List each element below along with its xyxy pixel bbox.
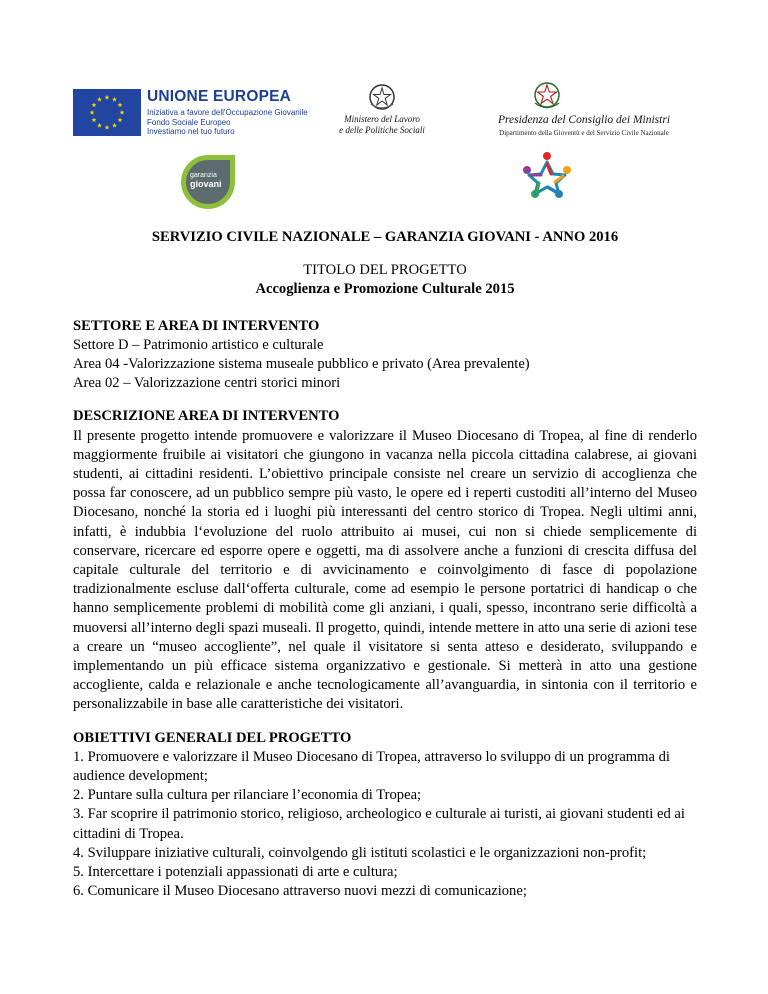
eu-star-icon xyxy=(118,102,123,107)
presidency-title: Presidenza del Consiglio dei Ministri xyxy=(497,114,671,126)
eu-star-icon xyxy=(90,110,95,115)
ministry-name xyxy=(332,114,432,136)
republic-emblem-icon xyxy=(367,82,397,112)
objective-item: 6. Comunicare il Museo Diocesano attraverso nuovi mezzi di comunicazione; xyxy=(73,883,527,900)
star-people-icon xyxy=(519,150,575,202)
ministry-logo xyxy=(332,82,432,142)
document-title: SERVIZIO CIVILE NAZIONALE – GARANZIA GIOVANI - ANNO 2016 xyxy=(151,229,619,245)
ministry-line: e delle Politiche Sociali xyxy=(339,125,425,135)
objective-item: 5. Intercettare i potenziali appassionati di arte e cultura; xyxy=(73,864,398,881)
project-label: TITOLO DEL PROGETTO xyxy=(303,262,467,279)
eu-star-icon xyxy=(105,95,110,100)
presidency-subtitle: Dipartimento della Gioventù e del Servizio Civile Nazionale xyxy=(499,129,669,137)
eu-star-icon xyxy=(92,102,97,107)
sector-line: Area 02 – Valorizzazione centri storici minori xyxy=(73,375,341,392)
eu-star-icon xyxy=(112,97,117,102)
garanzia-giovani-logo xyxy=(178,152,240,212)
eu-line: Investiamo nel tuo futuro xyxy=(147,127,235,136)
eu-logo xyxy=(73,86,308,138)
header-logos xyxy=(0,0,768,200)
description-paragraph: Il presente progetto intende promuovere e valorizzare il Museo Diocesano di Tropea, al fine di renderlo maggiormente fruibile ai visitatori che giungono in vacanza nella piccola cittadina calabrese, ai giovani studenti, ai cittadini residenti. L’obiettivo principale consiste nel creare un servizio di accoglienza che possa far conoscere, ad un pubblico sempre più vasto, le opere ed i reperti custoditi all’interno del Museo Diocesano, nonché la storia ed i luoghi più interessanti del centro storico di Tropea. Negli ultimi anni, infatti, è indubbia l‘evoluzione del ruolo attribuito ai musei, cui non si chiede semplicemente di conservare, ricercare ed esporre opere e oggetti, ma di assolvere anche a funzioni di crescita diffusa del capitale culturale del territorio e di avvicinamento e coinvolgimento di fasce di popolazione tradizionalmente escluse dall‘offerta culturale, come ad esempio le persone portatrici di handicap o che hanno semplicemente problemi di mobilità come gli anziani, i quali, spesso, incontrano serie difficoltà a muoversi all’interno degli spazi museali. Il progetto, quindi, intende mettere in atto una serie di azioni tese a creare un “museo accogliente”, nel quale il visitatore si senta atteso e desiderato, sviluppando e implementando un più efficace sistema organizzativo e gestionale. Si metterà in atto una gestione accogliente, calda e relazionale e anche tecnologicamente all’avanguardia, in sintonia con il territorio e personalizzabile in base alle caratteristiche dei visitatori. xyxy=(73,427,697,713)
eu-star-icon xyxy=(118,117,123,122)
eu-star-icon xyxy=(97,123,102,128)
objective-item: 1. Promuovere e valorizzare il Museo Diocesano di Tropea, attraverso lo sviluppo di un programma di audience development; xyxy=(73,748,670,785)
objective-item: 3. Far scoprire il patrimonio storico, religioso, archeologico e culturale ai turisti, ai giovani studenti ed ai cittadini di Tropea. xyxy=(73,806,685,842)
description-heading: DESCRIZIONE AREA DI INTERVENTO xyxy=(73,408,340,425)
sector-line: Settore D – Patrimonio artistico e culturale xyxy=(73,336,324,353)
eu-line: Fondo Sociale Europeo xyxy=(147,117,231,127)
project-name: Accoglienza e Promozione Culturale 2015 xyxy=(255,281,515,298)
eu-star-icon xyxy=(120,110,125,115)
eu-star-icon xyxy=(105,125,110,130)
ministry-line: Ministero del Lavoro xyxy=(344,114,420,124)
garanzia-logo-text: giovani xyxy=(190,179,222,189)
presidency-logo xyxy=(464,80,704,140)
eu-title: UNIONE EUROPEA xyxy=(147,88,292,105)
objective-item: 2. Puntare sulla cultura per rilanciare l’economia di Tropea; xyxy=(73,787,422,804)
objectives-heading: OBIETTIVI GENERALI DEL PROGETTO xyxy=(73,729,352,746)
eu-star-icon xyxy=(97,97,102,102)
objective-item: 4. Sviluppare iniziative culturali, coinvolgendo gli istituti scolastici e le organizzazioni non-profit; xyxy=(73,844,647,861)
eu-flag-icon xyxy=(73,89,141,136)
eu-star-icon xyxy=(112,123,117,128)
eu-line: Iniziativa a favore dell'Occupazione Giovanile xyxy=(147,108,308,117)
eu-star-icon xyxy=(92,117,97,122)
sector-heading: SETTORE E AREA DI INTERVENTO xyxy=(73,317,320,334)
garanzia-logo-text: garanzia xyxy=(190,172,217,179)
republic-emblem-icon xyxy=(530,80,564,112)
document-body xyxy=(73,228,697,902)
eu-subtitle xyxy=(147,108,308,137)
sector-line: Area 04 -Valorizzazione sistema museale pubblico e privato (Area prevalente) xyxy=(73,356,530,373)
